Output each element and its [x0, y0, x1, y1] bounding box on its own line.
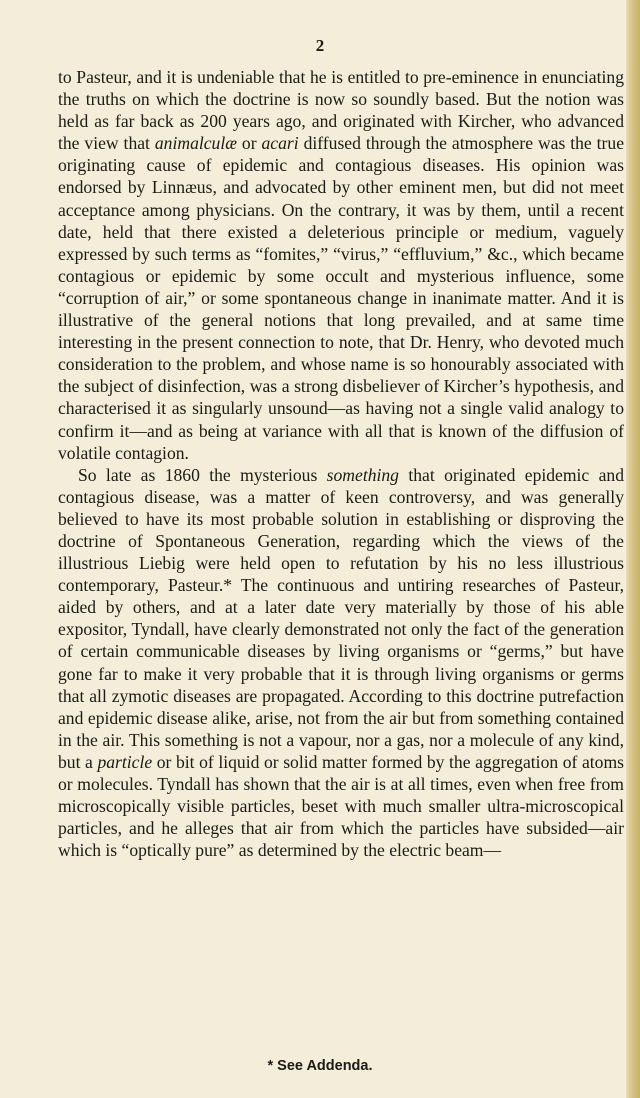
paragraph-2-italic-a: something	[326, 464, 399, 485]
paragraph-1-text-b: or	[236, 133, 262, 154]
paragraph-1	[58, 66, 624, 464]
book-spine-edge	[626, 0, 640, 1098]
page-number: 2	[315, 36, 325, 55]
paragraph-2-italic-b: particle	[97, 751, 153, 772]
paragraph-1-italic-b: acari	[261, 133, 299, 154]
paragraph-2-text-c: or bit of liquid or solid matter formed by the aggregation of atoms or molecules. Tyndall has shown that the air is at all times, even when free from microscopically visible particles, beset with much smaller ultra-microscopical particles, and he alleges that air from which the particles have subsided—air which is “optically pure” as determined by the electric beam—	[58, 751, 624, 861]
paragraph-1-italic-a: animalculæ	[154, 133, 237, 154]
paragraph-2	[58, 464, 624, 862]
paragraph-1-text-c: diffused through the atmosphere was the true originating cause of epidemic and contagious diseases. His opinion was endorsed by Linnæus, and advocated by other eminent men, but did not meet acceptance among physicians. On the contrary, it was by them, until a recent date, held that there existed a deleterious principle or medium, vaguely expressed by such terms as “fomites,” “virus,” “effluvium,” &c., which became contagious or epidemic by some occult and mysterious influence, some “corruption of air,” or some spontaneous change in inanimate matter. And it is illustrative of the general notions that long prevailed, and at same time interesting in the present connection to note, that Dr. Henry, who devoted much consideration to the problem, and whose name is so honourably associated with the subject of disinfection, was a strong disbeliever of Kircher’s hypothesis, and characterised it as singularly unsound—as having not a single valid analogy to confirm it—and as being at variance with all that is known of the diffusion of volatile contagion.	[58, 133, 625, 463]
paragraph-2-text-a: So late as 1860 the mysterious	[78, 464, 327, 485]
page-body	[58, 66, 624, 861]
paragraph-1-text-a: to Pasteur, and it is undeniable that he is entitled to pre-eminence in enunciating the truths on which the doctrine is now so soundly based. But the notion was held as far back as 200 years ago, and originated with Kircher, who advanced the view that	[58, 67, 624, 154]
footnote: * See Addenda.	[267, 1058, 373, 1074]
paragraph-2-text-b: that originated epidemic and contagious disease, was a matter of keen controversy, and was generally believed to have its most probable solution in establishing or disproving the doctrine of Spontaneous Generation, regarding which the views of the illustrious Liebig were held open to refutation by his no less illustrious contemporary, Pasteur.* The continuous and untiring researches of Pasteur, aided by others, and at a later date very materially by those of his able expositor, Tyndall, have clearly demonstrated not only the fact of the generation of certain communicable diseases by living organisms or “germs,” but have gone far to make it very probable that it is through living organisms or germs that all zymotic diseases are propagated. According to this doctrine putrefaction and epidemic disease alike, arise, not from the air but from something contained in the air. This something is not a vapour, nor a gas, nor a molecule of any kind, but a	[58, 464, 624, 772]
